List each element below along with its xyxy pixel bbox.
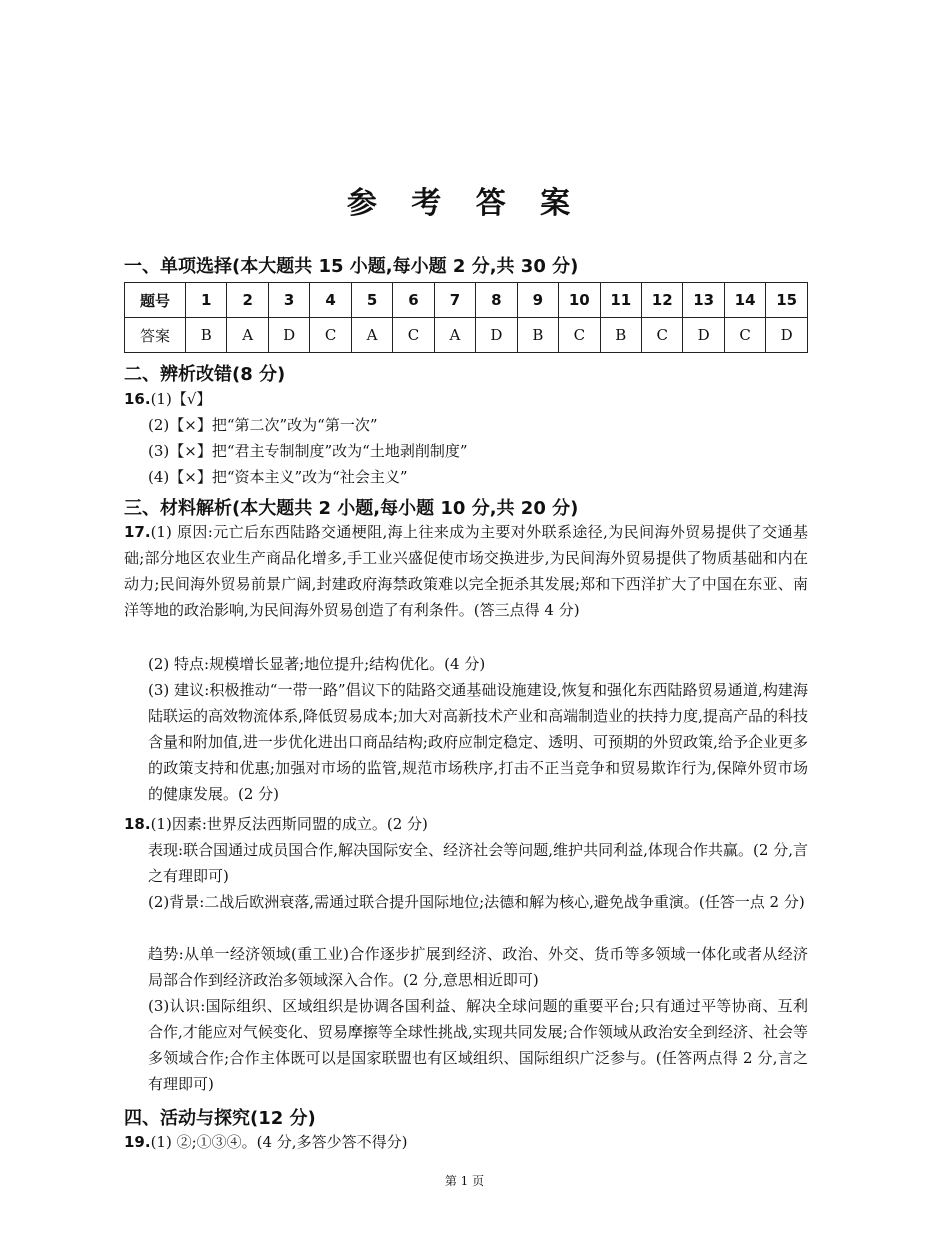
answer-cell: A [434,318,475,353]
q17-number: 17. [124,523,151,541]
answer-cell: C [724,318,765,353]
question-number-cell: 13 [683,283,724,318]
answer-cell: C [310,318,351,353]
answer-cell: B [517,318,558,353]
answer-cell: D [683,318,724,353]
page-footer: 第 1 页 [444,1174,485,1188]
q19-part1 [124,1129,407,1155]
q18-part1 [124,811,808,837]
section2-heading: 二、辨析改错(8 分) [124,364,286,385]
question-number-cell: 6 [393,283,434,318]
q18-part3: (3)认识:国际组织、区域组织是协调各国利益、解决全球问题的重要平台;只有通过平等协商、互利合作,才能应对气候变化、贸易摩擦等全球性挑战,实现共同发展;合作领域从政治安全到经济、社会等多领域合作;合作主体既可以是国家联盟也有区域组织、国际组织广泛参与。(任答两点得 2 分,言之有理即可) [148,997,808,1093]
answer-cell: C [559,318,600,353]
section4-heading: 四、活动与探究(12 分) [124,1108,316,1129]
question-number-cell: 3 [268,283,309,318]
section3-heading: 三、材料解析(本大题共 2 小题,每小题 10 分,共 20 分) [124,498,579,519]
q18-part1-detail: 表现:联合国通过成员国合作,解决国际安全、经济社会等问题,维护共同利益,体现合作共赢。(2 分,言之有理即可) [148,841,808,885]
answer-cell: D [268,318,309,353]
q16-part1 [124,386,211,412]
q17-part1 [124,519,808,623]
answer-label: 答案 [125,318,186,353]
question-number-cell: 14 [724,283,765,318]
question-number-cell: 12 [641,283,682,318]
q16-number: 16. [124,390,151,408]
q17-part1-text: (1) 原因:元亡后东西陆路交通梗阻,海上往来成为主要对外联系途径,为民间海外贸易提供了交通基础;部分地区农业生产商品化增多,手工业兴盛促使市场交换进步,为民间海外贸易提供了物质基础和内在动力;民间海外贸易前景广阔,封建政府海禁政策难以完全扼杀其发展;郑和下西洋扩大了中国在东亚、南洋等地的政治影响,为民间海外贸易创造了有利条件。(答三点得 4 分) [124,523,808,619]
question-number-cell: 11 [600,283,641,318]
question-number-row [125,283,808,318]
question-number-cell: 2 [227,283,268,318]
answer-cell: D [766,318,808,353]
answer-row [125,318,808,353]
answer-cell: A [227,318,268,353]
question-number-cell: 4 [310,283,351,318]
q18-part2: (2)背景:二战后欧洲衰落,需通过联合提升国际地位;法德和解为核心,避免战争重演。(任答一点 2 分) [148,893,805,911]
question-number-cell: 7 [434,283,475,318]
page-title: 参 考 答 案 [346,186,583,221]
q16-part1-text: (1)【√】 [150,390,212,408]
answer-cell: B [186,318,227,353]
question-number-cell: 15 [766,283,808,318]
q17-part2: (2) 特点:规模增长显著;地位提升;结构优化。(4 分) [148,655,486,673]
answer-cell: C [393,318,434,353]
q19-number: 19. [124,1133,151,1151]
q18-part2-detail: 趋势:从单一经济领域(重工业)合作逐步扩展到经济、政治、外交、货币等多领域一体化或者从经济局部合作到经济政治多领域深入合作。(2 分,意思相近即可) [148,945,808,989]
q16-part4: (4)【×】把“资本主义”改为“社会主义” [148,468,408,486]
question-number-cell: 1 [186,283,227,318]
question-number-cell: 5 [351,283,392,318]
q16-part3: (3)【×】把“君主专制制度”改为“土地剥削制度” [148,442,468,460]
q17-part3: (3) 建议:积极推动“一带一路”倡议下的陆路交通基础设施建设,恢复和强化东西陆路贸易通道,构建海陆联运的高效物流体系,降低贸易成本;加大对高新技术产业和高端制造业的扶持力度,提高产品的科技含量和附加值,进一步优化进出口商品结构;政府应制定稳定、透明、可预期的外贸政策,给予企业更多的政策支持和优惠;加强对市场的监管,规范市场秩序,打击不正当竞争和贸易欺诈行为,保障外贸市场的健康发展。(2 分) [148,681,808,803]
answer-cell: A [351,318,392,353]
question-number-cell: 9 [517,283,558,318]
q18-number: 18. [124,815,151,833]
answer-cell: C [641,318,682,353]
question-number-label: 题号 [125,283,186,318]
q19-part1-text: (1) ②;①③④。(4 分,多答少答不得分) [150,1133,408,1151]
question-number-cell: 10 [559,283,600,318]
question-number-cell: 8 [476,283,517,318]
section1-heading: 一、单项选择(本大题共 15 小题,每小题 2 分,共 30 分) [124,256,579,277]
answer-cell: D [476,318,517,353]
q16-part2: (2)【×】把“第二次”改为“第一次” [148,416,378,434]
q18-part1-text: (1)因素:世界反法西斯同盟的成立。(2 分) [150,815,428,833]
answer-cell: B [600,318,641,353]
answer-table [124,282,808,353]
